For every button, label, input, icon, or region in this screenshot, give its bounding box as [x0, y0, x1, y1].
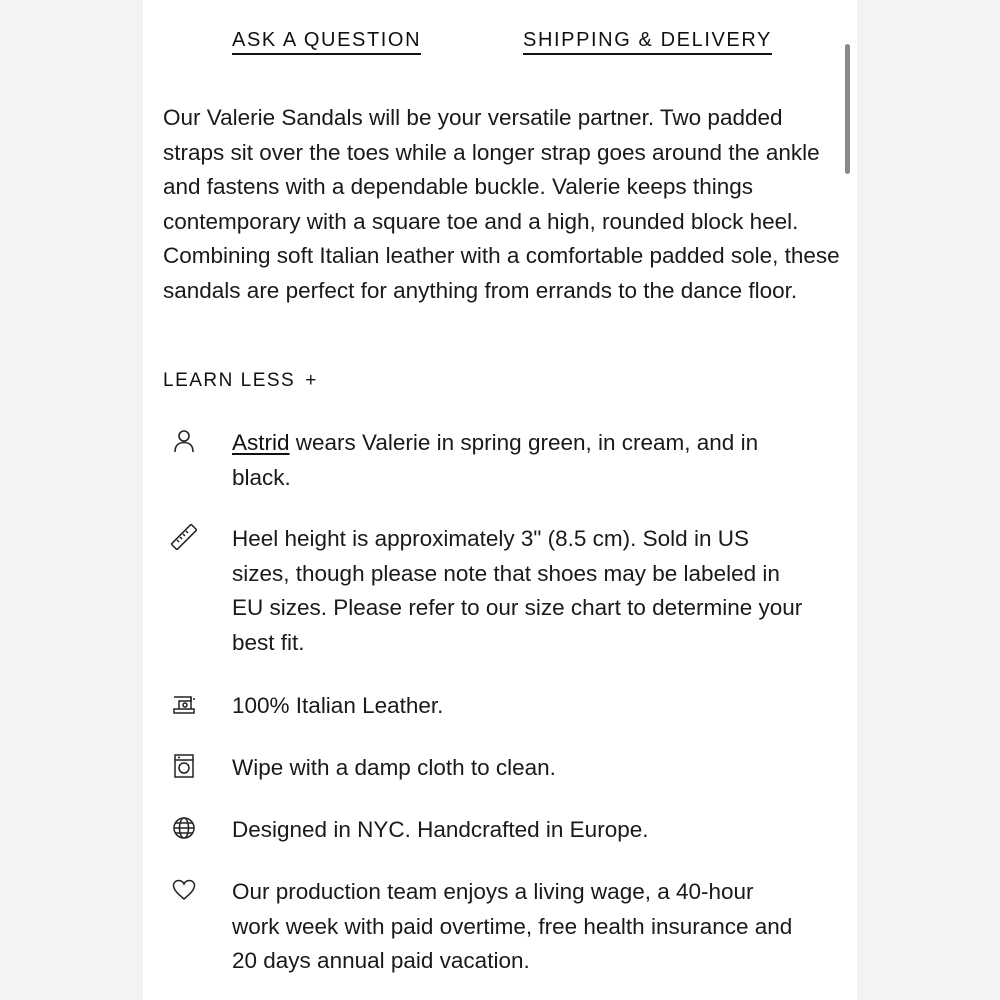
ruler-icon — [171, 524, 197, 550]
sewing-machine-icon — [171, 691, 197, 717]
model-name-link[interactable]: Astrid — [232, 430, 290, 455]
feature-ethics-text: Our production team enjoys a living wage, a 40-hour work week with paid overtime, free health insurance and 20 days annual paid vacation. — [232, 879, 793, 974]
scrollbar[interactable] — [845, 44, 850, 174]
globe-icon — [171, 815, 197, 841]
feature-material-text: 100% Italian Leather. — [232, 693, 444, 718]
plus-icon: + — [305, 370, 318, 391]
feature-heel-height-text: Heel height is approximately 3" (8.5 cm). Sold in US sizes, though please note that shoes may be labeled in EU sizes. Please refer to our size chart to determine your best fit. — [232, 526, 803, 655]
feature-model-text: Astrid wears Valerie in spring green, in cream, and in black. — [232, 430, 759, 490]
person-icon — [171, 428, 197, 454]
feature-care-text: Wipe with a damp cloth to clean. — [232, 755, 556, 780]
learn-less-label: LEARN LESS — [163, 370, 296, 391]
tab-ask-a-question[interactable]: ASK A QUESTION — [232, 29, 421, 55]
heart-icon — [171, 877, 197, 903]
feature-origin-text: Designed in NYC. Handcrafted in Europe. — [232, 817, 649, 842]
washing-machine-icon — [171, 753, 197, 779]
product-description: Our Valerie Sandals will be your versatile partner. Two padded straps sit over the toes while a longer strap goes around the ankle and fastens with a dependable buckle. Valerie keeps things contemporary with a square toe and a high, rounded block heel. Combining soft Italian leather with a comfortable padded sole, these sandals are perfect for anything from errands to the dance floor. — [163, 105, 840, 303]
learn-less-toggle[interactable] — [163, 370, 318, 392]
tab-shipping-delivery[interactable]: SHIPPING & DELIVERY — [523, 29, 772, 55]
